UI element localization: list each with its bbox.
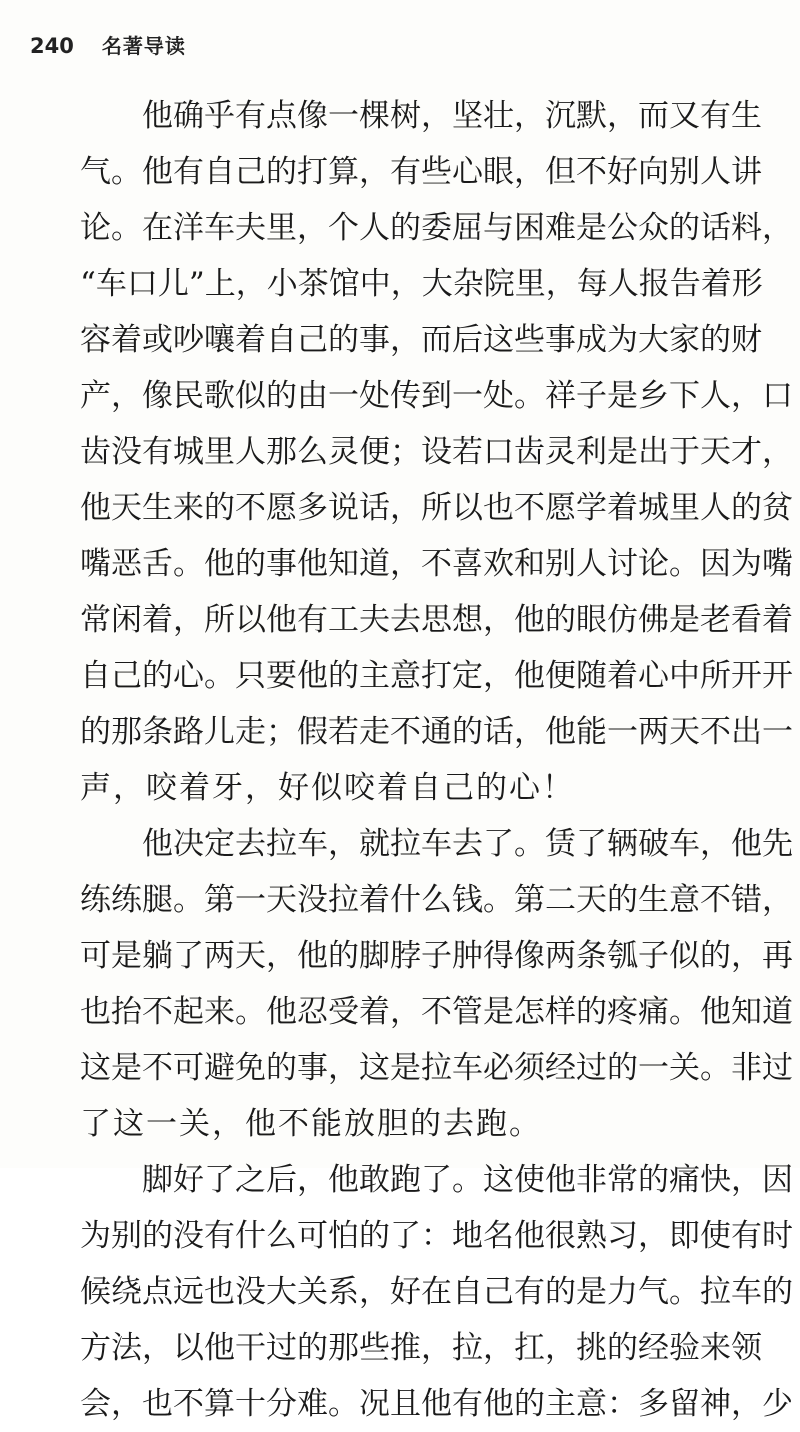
- text-line: 齿 没 有 城 里 人 那 么 灵 便 ； 设 若 口 齿 灵 利 是 出 于 天 才 ，: [80, 434, 793, 470]
- text-line: 他 决 定 去 拉 车 ， 就 拉 车 去 了 。 赁 了 辆 破 车 ， 他 先: [142, 826, 793, 862]
- text-line: 常 闲 着 ， 所 以 他 有 工 夫 去 思 想 ， 他 的 眼 仿 佛 是 老 看 着: [80, 602, 793, 638]
- paragraph: [80, 1152, 793, 1432]
- text-line: 练 练 腿 。 第 一 天 没 拉 着 什 么 钱 。 第 二 天 的 生 意 不 错 ，: [80, 882, 793, 918]
- paragraph: [80, 816, 793, 1152]
- text-line: 为 别 的 没 有 什 么 可 怕 的 了 ： 地 名 他 很 熟 习 ， 即 使 有 时: [80, 1218, 793, 1254]
- text-line: 他 确 乎 有 点 像 一 棵 树 ， 坚 壮 ， 沉 默 ， 而 又 有 生: [142, 98, 762, 134]
- text-line: 的 那 条 路 儿 走 ； 假 若 走 不 通 的 话 ， 他 能 一 两 天 不 出 一: [80, 714, 793, 750]
- text-line: “ 车 口 儿 ” 上 ， 小 茶 馆 中 ， 大 杂 院 里 ， 每 人 报 告 着 形: [80, 266, 763, 302]
- text-line: 方 法 ， 以 他 干 过 的 那 些 推 ， 拉 ， 扛 ， 挑 的 经 验 来 领: [80, 1330, 762, 1366]
- text-line: 论 。 在 洋 车 夫 里 ， 个 人 的 委 屈 与 困 难 是 公 众 的 话 料 ，: [80, 210, 793, 246]
- text-line: 脚 好 了 之 后 ， 他 敢 跑 了 。 这 使 他 非 常 的 痛 快 ， 因: [142, 1162, 793, 1198]
- text-line: 候 绕 点 远 也 没 大 关 系 ， 好 在 自 己 有 的 是 力 气 。 拉 车 的: [80, 1274, 793, 1310]
- page-header: [30, 30, 186, 62]
- text-line: 也 抬 不 起 来 。 他 忍 受 着 ， 不 管 是 怎 样 的 疼 痛 。 他 知 道: [80, 994, 793, 1030]
- page-number: 240: [30, 34, 74, 58]
- paragraph: [80, 88, 793, 816]
- series-title: 名著导读: [101, 34, 186, 58]
- text-line: 声 ， 咬 着 牙 ， 好 似 咬 着 自 己 的 心 ！: [80, 770, 573, 806]
- text-line: 自 己 的 心 。 只 要 他 的 主 意 打 定 ， 他 便 随 着 心 中 所 开 开: [80, 658, 793, 694]
- text-line: 他 天 生 来 的 不 愿 多 说 话 ， 所 以 也 不 愿 学 着 城 里 人 的 贫: [80, 490, 793, 526]
- body-text: [80, 88, 793, 1432]
- text-line: 这 是 不 可 避 免 的 事 ， 这 是 拉 车 必 须 经 过 的 一 关 。 非 过: [80, 1050, 793, 1086]
- text-line: 了 这 一 关 ， 他 不 能 放 胆 的 去 跑 。: [80, 1106, 540, 1142]
- text-line: 气 。 他 有 自 己 的 打 算 ， 有 些 心 眼 ， 但 不 好 向 别 人 讲: [80, 154, 762, 190]
- text-line: 嘴 恶 舌 。 他 的 事 他 知 道 ， 不 喜 欢 和 别 人 讨 论 。 因 为 嘴: [80, 546, 793, 582]
- text-line: 会 ， 也 不 算 十 分 难 。 况 且 他 有 他 的 主 意 ： 多 留 神 ， 少: [80, 1386, 793, 1422]
- text-line: 容 着 或 吵 嚷 着 自 己 的 事 ， 而 后 这 些 事 成 为 大 家 的 财: [80, 322, 762, 358]
- text-line: 可 是 躺 了 两 天 ， 他 的 脚 脖 子 肿 得 像 两 条 瓠 子 似 的 ， 再: [80, 938, 793, 974]
- text-line: 产 ， 像 民 歌 似 的 由 一 处 传 到 一 处 。 祥 子 是 乡 下 人 ， 口: [80, 378, 793, 414]
